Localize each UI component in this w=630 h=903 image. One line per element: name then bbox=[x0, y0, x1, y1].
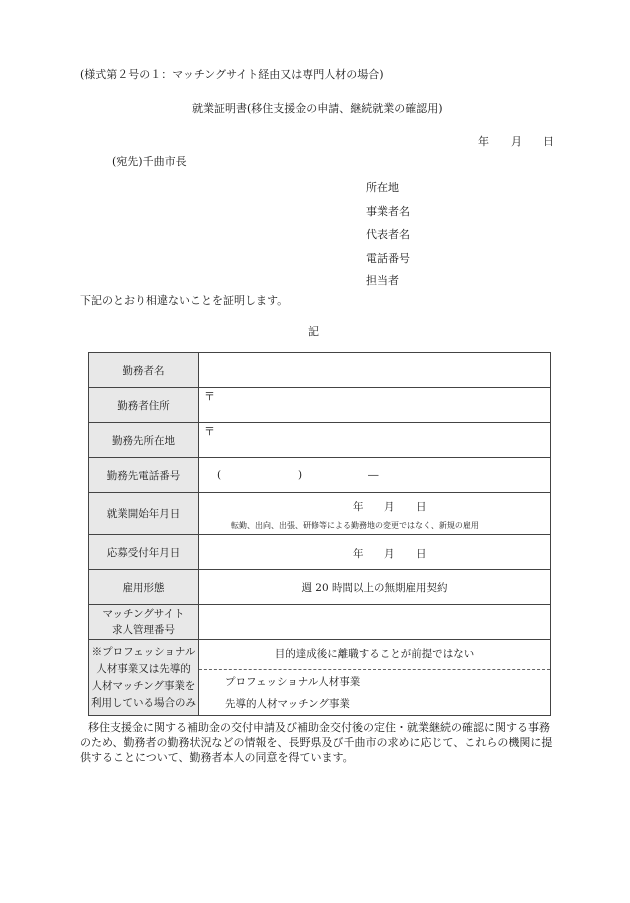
phone-close-paren: ) bbox=[298, 469, 303, 481]
row-employee-address bbox=[89, 388, 551, 423]
start-year: 年 bbox=[353, 501, 364, 513]
postal-mark: 〒 bbox=[204, 425, 215, 438]
app-day: 日 bbox=[416, 548, 427, 560]
label-professional-line4: 利用している場合のみ bbox=[91, 696, 196, 709]
label-matching-id-line2: 求人管理番号 bbox=[112, 624, 175, 636]
consent-line-1: 移住支援金に関する補助金の交付申請及び補助金交付後の定住・就業継続の確認に関する事務 bbox=[88, 721, 550, 734]
start-day: 日 bbox=[416, 501, 427, 513]
row-professional bbox=[89, 640, 551, 716]
consent-line-2: のため、勤務者の勤務状況などの情報を、長野県及び千曲市の求めに応じて、これらの機関に提 bbox=[80, 736, 553, 749]
field-start-date[interactable] bbox=[199, 493, 551, 535]
label-application-date: 応募受付年月日 bbox=[89, 535, 199, 570]
phone-open-paren: ( bbox=[217, 469, 222, 481]
employer-field-company: 事業者名 bbox=[366, 205, 410, 218]
app-month: 月 bbox=[384, 548, 395, 560]
addressee: (宛先)千曲市長 bbox=[112, 155, 187, 168]
row-matching-id bbox=[89, 605, 551, 640]
employer-field-representative: 代表者名 bbox=[366, 228, 410, 241]
field-workplace-address[interactable] bbox=[199, 423, 551, 458]
label-employee-address: 勤務者住所 bbox=[89, 388, 199, 423]
start-note: 転勤、出向、出張、研修等による勤務地の変更ではなく、新規の雇用 bbox=[231, 521, 479, 530]
pro-options bbox=[199, 670, 550, 715]
label-professional bbox=[89, 640, 199, 716]
phone-dash: ― bbox=[368, 469, 379, 481]
certify-text: 下記のとおり相違ないことを証明します。 bbox=[80, 294, 289, 307]
field-matching-id[interactable] bbox=[199, 605, 551, 640]
employer-field-address: 所在地 bbox=[366, 181, 399, 194]
employer-field-phone: 電話番号 bbox=[366, 252, 410, 265]
employment-type-value: 週 20 時間以上の無期雇用契約 bbox=[199, 570, 551, 605]
row-workplace-phone bbox=[89, 458, 551, 493]
employer-field-contact: 担当者 bbox=[366, 274, 399, 287]
app-year: 年 bbox=[353, 548, 364, 560]
field-professional bbox=[199, 640, 551, 716]
row-employment-type bbox=[89, 570, 551, 605]
pro-option-leading[interactable]: 先導的人材マッチング事業 bbox=[225, 698, 350, 710]
label-start-date: 就業開始年月日 bbox=[89, 493, 199, 535]
pro-statement: 目的達成後に離職することが前提ではない bbox=[274, 648, 475, 660]
label-professional-line1: ※プロフェッショナル bbox=[91, 645, 196, 658]
ki-mark: 記 bbox=[308, 325, 319, 338]
field-workplace-phone[interactable] bbox=[199, 458, 551, 493]
row-start-date bbox=[89, 493, 551, 535]
label-matching-id-line1: マッチングサイト bbox=[102, 608, 185, 620]
field-application-date[interactable] bbox=[199, 535, 551, 570]
consent-line-3: 供することについて、勤務者本人の同意を得ています。 bbox=[80, 751, 354, 764]
start-month: 月 bbox=[384, 501, 395, 513]
date-year: 年 bbox=[478, 135, 489, 148]
row-application-date bbox=[89, 535, 551, 570]
certificate-table bbox=[88, 352, 551, 716]
label-professional-line2: 人材事業又は先導的 bbox=[96, 662, 191, 675]
document-title: 就業証明書(移住支援金の申請、継続就業の確認用) bbox=[192, 102, 443, 115]
pro-option-professional[interactable]: プロフェッショナル人材事業 bbox=[225, 676, 361, 688]
field-employee-name[interactable] bbox=[199, 353, 551, 388]
label-professional-line3: 人材マッチング事業を bbox=[91, 679, 196, 692]
label-matching-id bbox=[89, 605, 199, 640]
row-employee-name bbox=[89, 353, 551, 388]
label-workplace-address: 勤務先所在地 bbox=[89, 423, 199, 458]
label-employee-name: 勤務者名 bbox=[89, 353, 199, 388]
date-month: 月 bbox=[511, 135, 522, 148]
postal-mark: 〒 bbox=[204, 390, 215, 403]
label-workplace-phone: 勤務先電話番号 bbox=[89, 458, 199, 493]
label-employment-type: 雇用形態 bbox=[89, 570, 199, 605]
date-day: 日 bbox=[543, 135, 554, 148]
field-employee-address[interactable] bbox=[199, 388, 551, 423]
form-code: (様式第２号の１：マッチングサイト経由又は専門人材の場合) bbox=[80, 68, 384, 81]
row-workplace-address bbox=[89, 423, 551, 458]
